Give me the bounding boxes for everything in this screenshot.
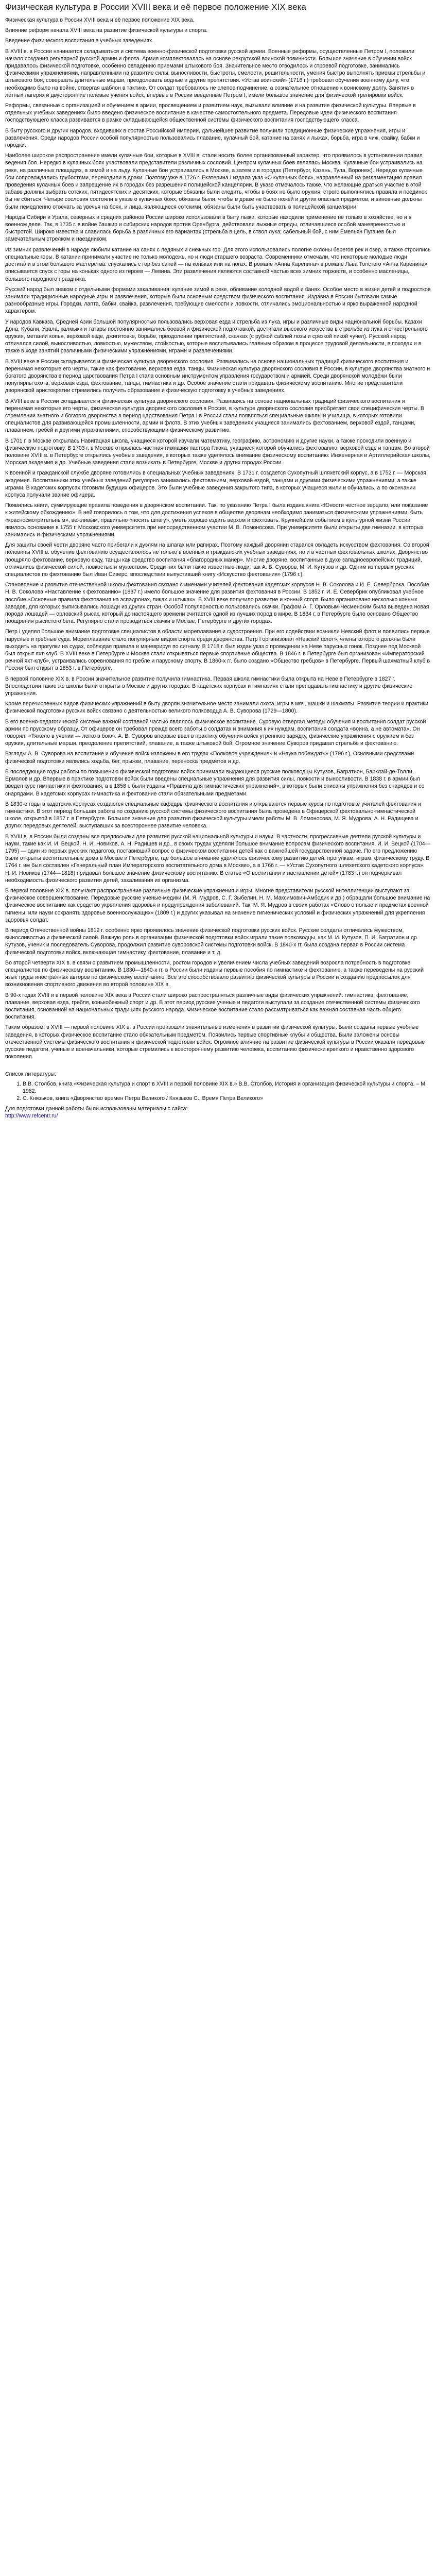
paragraph: Наиболее широкое распространение имели кулачные бои, которые в XVIII в. стали носить более организованный характер, что проявилось в установлении правил ведения боя. Нередко в кулачных боях участвовали представители различных сословий. Центром кулачных боев являлась Москва. Кулачные бои устраивались на реке, на различных площадях, а зимой и на льду. Кулачные бои устраивались в Москве, а затем и в городах (Петербург, Казань, Тула, Воронеж). Нередко кулачные бои сопровождались грубостями, переходили в драки. Поэтому уже в 1726 г. Екатерина I издала указ «О кулачных боях», направленный на регламентацию правил проведения кулачных боев и запрещение их в городах без разрешения полицейской канцелярии. В указе отмечалось также, что желающие драться участие в этой забаве должны выбрать сотских, пятидесятских и десятских, которые обязаны были следить, чтобы в боях не было оружия, строго выполнялись правила и поединок бы не сбиться. Четыре сословия состояли в указе о кулачных боях, обязаны были, чтобы в драке не было ножей и других опасных предметов, и виновные должны были немедленно отвечать за увечья на боях, и лица, являющиеся сотскими, обязаны были быть участвовать в полицейской канцелярии.: [5, 152, 427, 210]
paragraph: Для защиты своей чести дворяне часто прибегали к дуэлям на шпагах или рапирах. Поэтому каждый дворянин старался овладеть искусством фехтования. Со второй половины XVIII в. обучение фехтованию осуществлялось не только в военных и гражданских учебных заведениях, но и в частных фехтовальных школах. Дворянство поощряло фехтование, верховую езду, танцы как средство воспитания «благородных манер». Многие дворяне, воспитанные в духе западноевропейских традиций, отличались физической силой, ловкостью и мужеством. Среди них были такие известные люди, как А. В. Суворов, М. И. Кутузов и др. Одним из первых русских специалистов по фехтованию был Иван Сиверс, впоследствии выпустивший книгу «Искусство фехтования» (1796 г.).: [5, 542, 429, 578]
paragraph: В быту русского и других народов, входивших в состав Российской империи, дальнейшее развитие получили традиционные физические упражнения, игры и развлечения. Среди народов России особой популярностью пользовались плавание, кулачный бой, катание на санях и лыжах, борьба, игра в чиж, свайку, бабки и городки.: [5, 127, 420, 149]
paragraph: Введение физического воспитания в учебных заведениях.: [5, 38, 154, 44]
paragraph: Физическая культура в России XVIII века и её первое положение XIX века.: [5, 17, 195, 23]
paragraph: Петр I уделял большое внимание подготовке специалистов в области мореплавания и судостроения. При его содействии возникли Невский флот и появились первые парусные и гребные суда. Мореплавание стало популярным видом спорта среди дворянства. Петр I организовал «Невский флот», члены которого должны были выходить на прогулки на судах, соблюдая правила и маневрируя по сигналу. В 1718 г. был издан указ о проведении на Неве парусных гонок. Позднее под Москвой был открыт яхт-клуб. В XVIII веке в Петербурге и Москве стали открываться первые спортивные общества. В 1846 г. в Петербурге был организован «Императорский речной яхт-клуб», устраивались соревнования по гребле и парусному спорту. В 1860-х гг. было создано «Общество гребцов» в Петербурге. Первый шахматный клуб в России был открыт в 1853 г. в Петербурге.: [5, 629, 430, 672]
paragraph: В 1701 г. в Москве открылась Навигацкая школа, учащиеся которой изучали математику, географию, астрономию и другие науки, а также проходили военную и физическую подготовку. В 1703 г. в Москве открылась частная гимназия пастора Глюка, учащиеся которой обучались фехтованию, верховой езде и танцам. Во второй половине XVIII в. в Петербурге открылись учебные заведения, в которых также уделялось внимание физическому воспитанию: Инженерная и Артиллерийская школы, Морская академия и др. Учебные заведения стали возникать в Петербурге, Москве и других городах России.: [5, 437, 431, 466]
paragraph: В первой половине XIX в. в России значительное развитие получила гимнастика. Первая школа гимнастики была открыта на Неве в Петербурге в 1827 г. Впоследствии такие же школы были открыты в Москве и других городах. В кадетских корпусах и гимназиях стали преподавать гимнастику и другие физические упражнения.: [5, 675, 413, 697]
source-link[interactable]: http://www.refcentr.ru/: [5, 1113, 58, 1120]
paragraph: Появились книги, суммирующие правила поведения в дворянском воспитании. Так, по указанию Петра I была издана книга «Юности честное зерцало, или показание к житейскому обхождению». В ней говорилось о том, что для достижения успехов в обществе дворянам необходимо заниматься физическими упражнениями, быть «красносмотрительным», вежливым, правильно «носить шпагу», уметь хорошо ездить верхом и фехтовать. Крупнейшим событием в культурной жизни России явилось основание в 1755 г. Московского университета при непосредственном участии М. В. Ломоносова. При университете были открыты две гимназии, в которых занимались и физическими упражнениями.: [5, 502, 428, 538]
paragraph: В последующие годы работы по повышению физической подготовки войск принимали выдающиеся русские полководцы Кутузов, Багратион, Барклай-де-Толли, Ермолов и др. Впервые в практике подготовки войск были введены специальные упражнения для развития силы, ловкости и выносливости. В 1838 г. в армии был введен курс гимнастики и фехтования, а в 1858 г. были изданы «Правила для гимнастических упражнений», в которых были описаны упражнения без снарядов и со снарядами. В кадетских корпусах гимнастика и фехтование стали обязательными предметами.: [5, 768, 425, 797]
spacer: [5, 1063, 431, 1071]
paragraph: Таким образом, в XVIII — первой половине XIX в. в России произошли значительные изменения в развитии физической культуры. Были созданы первые учебные заведения, в которых физическое воспитание стало обязательным предметом. Появились первые спортивные клубы и общества. Были заложены основы отечественной системы физического воспитания и физической подготовки войск. Огромное влияние на развитие физической культуры в России оказали передовые русские педагоги, ученые и военачальники, которые стремились к всестороннему развитию человека, воспитанию физически крепкого и нравственно здорового поколения.: [5, 1024, 425, 1060]
paragraph: В первой половине XIX в. получают распространение различные физические упражнения и игры. Многие представители русской интеллигенции выступают за физическое совершенствование. Передовые русские ученые-медики (М. Я. Мудров, С. Г. Зыбелин, Н. М. Максимович-Амбодик и др.) обращали большое внимание на физическое воспитание как средство укрепления здоровья и предупреждения заболеваний. Так, М. Я. Мудров в своих работах «Слово о пользе и предметах военной гигиены, или науки сохранять здоровье военнослужащих» (1809 г.) и других указывал на значение гигиенических условий и физических упражнений для укрепления здоровья солдат.: [5, 887, 430, 923]
paragraph: В 90-х годах XVIII и в первой половине XIX века в России стали широко распространяться различные виды физических упражнений: гимнастика, фехтование, плавание, верховая езда, гребля, конькобежный спорт и др. В этот период русские ученые и педагоги выступали за создание отечественной системы физического воспитания, основанной на национальных традициях русского народа. Физическое воспитание стало рассматриваться как важная составная часть общего воспитания.: [5, 992, 420, 1021]
paragraph: В 1830-е годы в кадетских корпусах создаются специальные кафедры физического воспитания и открываются первые курсы по подготовке учителей фехтования и гимнастики. В этот период большая работа по созданию русской системы физического воспитания была проведена в Офицерской фехтовально-гимнастической школе, открытой в 1857 г. в Петербурге. Большое значение для развития физической культуры имели работы М. В. Ломоносова, М. Я. Мудрова, А. Н. Радищева и других передовых деятелей, выступавших за всестороннее развитие человека.: [5, 801, 422, 829]
page-title: Физическая культура в России XVIII века и её первое положение XIX века: [5, 2, 306, 12]
paragraph: Из зимних развлечений в народе любили катание на санях с ледяных и снежных гор. Для этого использовались пологие склоны берегов рек и озер, а также строились специальные горы. В катании принимали участие не только молодежь, но и люди старшего возраста. Современники отмечали, что некоторые молодые люди достигали в этом большого мастерства: спускались с гор без саней — на коньках или на ногах. В романе «Анна Каренина» в романе Льва Толстого «Анна Каренина» описывается спуск с горы на коньках одного из героев — Левина. Эти развлечения являются составной частью всех зимних торжеств, и особенно масленицы, большого народного праздника.: [5, 246, 431, 282]
reference-item: 2. С. Князьков, книга «Дворянство времен Петра Великого / Князьков С., Время Петра Великого»: [23, 1095, 431, 1102]
document-body: [5, 16, 431, 1060]
paragraph: В XVIII в. в России были созданы все предпосылки для развития русской национальной культуры и науки. В частности, прогрессивные деятели русской культуры и науки, такие как И. И. Бецкой, Н. И. Новиков, А. Н. Радищев и др., в своих трудах уделяли большое внимание вопросам физического воспитания. И. И. Бецкой (1704—1795) — один из первых русских педагогов, поставивший вопрос о физическом воспитании детей как о важнейшей государственной задаче. По его предложению были открыты воспитательные дома в Москве и Петербурге, где большое внимание уделялось физическому развитию детей: прогулкам, играм, физическому труду. В 1764 г. им был составлен «Генеральный план Императорского воспитательного дома в Москве», а в 1766 г. — «Устав Сухопутного шляхетского кадетского корпуса». Н. И. Новиков (1744—1818) придавал большое значение физическому воспитанию. В статье «О воспитании и наставлении детей» (1783 г.) он подчеркивал необходимость физического развития детей, закаливания их организма.: [5, 833, 431, 884]
references-list: [5, 1080, 431, 1103]
paragraph: В XVIII в. в России начинается складываться и система военно-физической подготовки русской армии. Военные реформы, осуществленные Петром I, положили начало создания регулярной русской армии и флота. Армия комплектовалась на основе рекрутской воинской повинности. Большое значение в обучении войск придавалось физической подготовке, особенно овладению приемами штыкового боя. Значительное место отводилось и строевой подготовке, занимались физическими упражнениями, направленными на развитие силы, выносливости, быстроты, смелости, решительности, умения быстро выполнять приемы стрельбы и штыкового боя, совершать длительные марши, преодолевать водные и другие препятствия. «Устав воинский» (1716 г.) требовал обучения военному делу, что необходимо было на войне, отвергая шаблон в тактике. От солдат требовалось не слепое подчинение, а сознательное отношение к воинскому долгу. Занятия в летных лагерях и двусторонние полевые учения войск, впервые в России введенные Петром I, имели большое значение для физической тренировки войск.: [5, 48, 426, 98]
footer-text: Для подготовки данной работы были использованы материалы с сайта:: [5, 1106, 188, 1112]
paragraph: Во второй четверти XIX в. в связи с развитием промышленности, ростом городов и увеличением числа учебных заведений возросла потребность в подготовке специалистов по физическому воспитанию. В 1830—1840-х гг. в России были изданы первые пособия по гимнастике и фехтованию, а также переведены на русский язык труды иностранных авторов по физическому воспитанию. Все это способствовало развитию физической культуры в России и созданию предпосылок для возникновения спортивного движения во второй половине XIX в.: [5, 959, 424, 988]
paragraph: Становление и развитие отечественной школы фехтования связано с именами учителей фехтования кадетских корпусов Н. В. Соколова и И. Е. Северброка. Пособие Н. В. Соколова «Наставление к фехтованию» (1837 г.) имело большое значение для развития фехтования в России. В 1852 г. И. Е. Севербрик опубликовал учебное пособие «Основные правила фехтования на эспадронах, пиках и штыках». В XVIII веке получило развитие и конный спорт. Было организовано несколько конных заводов, для которых выписывались лошади из других стран. Особой популярностью пользовались скачки. Графом А. Г. Орловым-Чесменским была выведена новая порода лошадей — орловский рысак, который до настоящего времени считается одной из лучших пород в мире. В 1834 г. в Петербурге было основано Общество поощрения рысистого бега. Регулярно стали проводиться скачки в Москве, Петербурге и других городах.: [5, 582, 429, 625]
reference-item: 1. В.В. Столбов, книга «Физическая культура и спорт в XVIII и первой половине XIX в.» В.В. Столбов, История и организация физической культуры и спорта. – М. 1982.: [23, 1080, 431, 1095]
paragraph: Влияние реформ начала XVIII века на развитие физической культуры и спорта.: [5, 27, 208, 34]
paragraph: К военной и гражданской службе дворяне готовились в специальных учебных заведениях. В 1731 г. создается Сухопутный шляхетский корпус, а в 1752 г. — Морская академия. Воспитанники этих учебных заведений регулярно занимались фехтованием, верховой ездой, танцами и другими физическими упражнениями, а также играми. В кадетских корпусах готовили будущих офицеров. Это были учебные заведения закрытого типа, в которых учащиеся жили и обучались, а по окончании корпуса получали звание офицера.: [5, 470, 426, 498]
paragraph: В XVIII веке в России складывается и физическая культура дворянского сословия. Развиваясь на основе национальных традиций физического воспитания и перенимая некоторые его черты, физическая культура дворянского сословия в России, в культуре дворянского сословия приобретает свои специфические черты. В стремлении знатного и богатого дворянства в период царствования Петра I в России стали появляться специальные школы и училища, в которых готовили специалистов для развивающейся промышленности, армии и флота. В этих учебных заведениях учащиеся занимались фехтованием, верховой ездой, танцами, плаванием, гребей и другими упражнениями, способствующими физическому развитию.: [5, 398, 424, 434]
paragraph: В период Отечественной войны 1812 г. особенно ярко проявилось значение физической подготовки русских войск. Русские солдаты отличались мужеством, выносливостью и физической силой. Важную роль в организации физической подготовки войск играли такие полководцы, как М. И. Кутузов, П. И. Багратион и др. Кутузов, ученик и последователь Суворова, продолжил развитие суворовской системы подготовки войск. В 1840-х гг. была создана первая в России система физической подготовки войск, включающая гимнастику, фехтование, плавание и т. д.: [5, 927, 418, 956]
references-label: Список литературы:: [5, 1071, 57, 1078]
paragraph: Русский народ был знаком с отдельными формами закаливания: купание зимой в реке, обливание холодной водой и банях. Особое место в жизни детей и подростков занимали традиционные народные игры и развлечения, которые были основным средством физического воспитания. Издавна в России бытовали самые разнообразные игры. Городки, лапта, бабки, свайка, развлечения, требующие смелости и ловкости, отличались эмоциональностью и ярко выраженной народной характером.: [5, 286, 431, 315]
paragraph: В XVIII веке в России складывается и физическая культура дворянского сословия. Развивались на основе национальных традиций физического воспитания и перенимая некоторые его черты, такие как фехтование, верховая езда, танцы. Физическая культура дворянского сословия в России, в культуре дворянства знатного и богатого дворянства в период царствования Петра I стала основным инструментом управления государством и армией. Среди дворянской молодёжи были популярны охота, верховая езда, фехтование, танцы, гимнастика и др. Особое значение стали придавать физическому воспитанию. Многие представители дворянской аристократии стремились получить образование и физическую подготовку в учебных заведениях.: [5, 358, 430, 394]
paragraph: Народы Сибири и Урала, северных и средних районов России широко использовали в быту лыжи, которые находили применение не только в хозяйстве, но и в военном деле. Так, в 1735 г. в войне башкир и сибирских народов против Оренбурга, действовали лыжные отряды, отличавшиеся особой маневренностью и быстротой. Широко известна и славилась борьба в различных его вариантах (стрельба в цель, в ствол лука; сабельный бой, с ним Емельян Пугачев был замечательным стрелком и наездником.: [5, 214, 412, 243]
paragraph: У народов Кавказа, Средней Азии большой популярностью пользовались верховая езда и стрельба из лука, игры и различные виды национальной борьбы. Казахи Дона, Кубани, Урала, калмыки и татары постоянно занимались боевой и физической подготовкой, достигали высокого искусства в стрельбе из лука и огнестрельного оружия, метании копья, верховой езде, джигитовке, борьбе, преодолении препятствий, скачках (с рубкой саблей лозы и срезкой пикой чучел). Русский народ отличался силой, выносливостью, ловкостью, мужеством, стойкостью, которые воспитывались главным образом в процессе трудовой деятельности, в походах и в также в ходе занятий различными физическими упражнениями, играми и развлечениями.: [5, 318, 428, 354]
paragraph: Взгляды А. В. Суворова на воспитание и обучение войск изложены в его трудах «Полковое учреждение» и «Наука побеждать» (1796 г.). Основными средствами физической подготовки являлись ходьба, бег, прыжки, плавание, переноска предметов и др.: [5, 751, 414, 765]
paragraph: Кроме перечисленных видов физических упражнений в быту дворян значительное место занимали охота, игры в мяч, шашки и шахматы. Развитие теории и практики физической подготовки русских войск связано с деятельностью великого полководца А. В. Суворова (1729—1800).: [5, 701, 429, 715]
paragraph: Реформы, связанные с организацией и обучением в армии, просвещением и развитием наук, вызывали влияние и на развитие физической культуры. Впервые в отдельных учебных заведениях было введено физическое воспитание в качестве самостоятельного предмета. Передовые идеи физического воспитания господствующего класса развивается в рамке складывающейся общественной системы физического воспитания господствующего класса.: [5, 103, 416, 124]
document-page: [0, 0, 436, 1120]
paragraph: В его военно-педагогической системе важной составной частью являлось физическое воспитание. Суровую отвергал методы обучения и воспитания солдат русской армии по прусскому образцу. От офицеров он требовал прежде всего заботы о солдатах и внимания к их нуждам, воспитания солдата «воина, а не автомата». Он говорил: «Тяжело в учении — легко в бою». А. В. Суворов впервые ввел в практику обучения войск утреннюю зарядку, физические упражнения с оружием и без оружия, длительные марши, преодоление препятствий, плавание, а также штыковой бой. Огромное значение Суворов придавал стрельбе и фехтованию.: [5, 718, 426, 747]
footer: [5, 1105, 431, 1120]
